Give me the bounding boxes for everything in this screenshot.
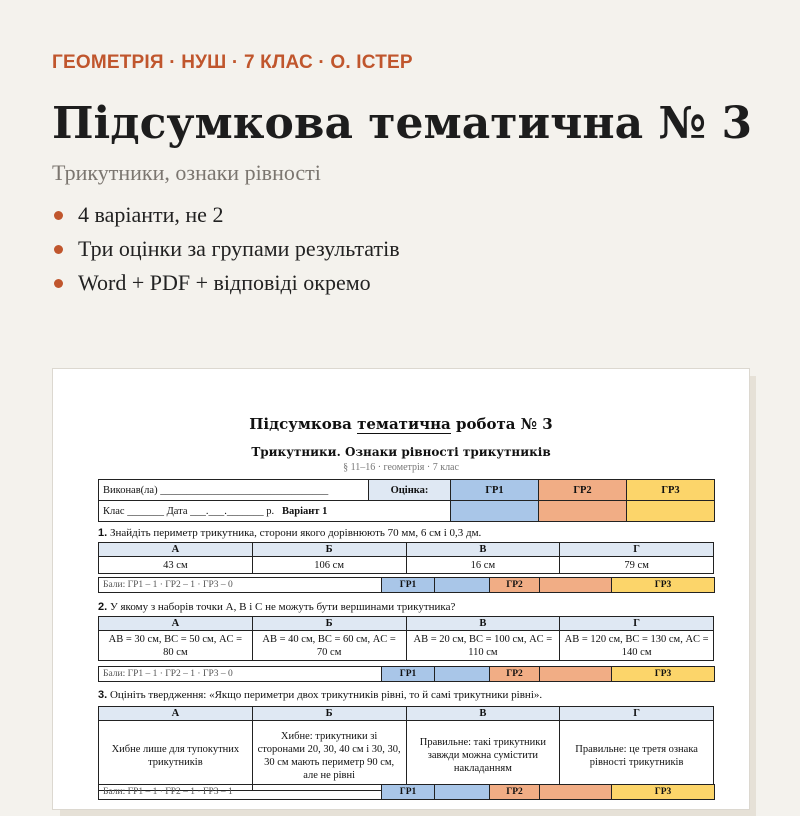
option-b: Б [252,543,406,557]
points-note: Бали: ГР1 – 1 · ГР2 – 1 · ГР3 – 0 [99,578,382,593]
gr1-badge: ГР1 [382,667,435,682]
option-d: Г [560,543,714,557]
gr1-score-cell[interactable] [451,501,539,522]
feature-item [52,200,400,234]
answer-cell[interactable]: AB = 30 см, BC = 50 см, AC = 80 см [99,631,253,661]
gr3-score-cell[interactable] [627,501,715,522]
gr2-score-cell[interactable] [540,578,612,593]
answer-cell[interactable]: 16 см [406,557,560,574]
answer-cell[interactable]: 106 см [252,557,406,574]
option-d: Г [560,617,714,631]
gr2-badge: ГР2 [490,785,540,800]
gr1-score-cell[interactable] [435,578,490,593]
option-a: А [99,617,253,631]
gr2-header: ГР2 [539,480,627,501]
page-subtitle: Трикутники, ознаки рівності [52,160,321,185]
question-2: 2. У якому з наборів точки A, B і C не можуть бути вершинами трикутника? [98,601,456,613]
doc-meta: § 11–16 · геометрія · 7 клас [343,462,459,473]
gr2-score-cell[interactable] [540,667,612,682]
answer-cell[interactable]: Правильне: це третя ознака рівності трикутників [560,721,714,791]
option-b: Б [252,707,406,721]
eyebrow: ГЕОМЕТРІЯ · НУШ · 7 КЛАС · О. ІСТЕР [52,52,413,73]
class-date-field[interactable]: Клас _______ Дата ___.___._______ р. Варіант 1 [99,501,451,522]
option-c: В [406,543,560,557]
bullet-dot-icon [54,211,63,220]
score-bar-3 [98,784,715,800]
question-1: 1. Знайдіть периметр трикутника, сторони якого дорівнюють 70 мм, 6 см і 0,3 дм. [98,527,482,539]
answer-cell[interactable]: AB = 40 см, BC = 60 см, AC = 70 см [252,631,406,661]
answer-cell[interactable]: Хибне лише для тупокутних трикутників [99,721,253,791]
gr1-header: ГР1 [451,480,539,501]
feature-item [52,234,400,268]
option-b: Б [252,617,406,631]
answer-cell[interactable]: Правильне: такі трикутники завжди можна сумістити накладанням [406,721,560,791]
question-3: 3. Оцініть твердження: «Якщо периметри двох трикутників рівні, то й самі трикутники рівні». [98,689,543,701]
answer-cell[interactable]: AB = 120 см, BC = 130 см, AC = 140 см [560,631,714,661]
option-c: В [406,617,560,631]
bullet-dot-icon [54,245,63,254]
answer-cell[interactable]: 79 см [560,557,714,574]
option-a: А [99,707,253,721]
page-title: Підсумкова тематична № 3 [52,98,753,149]
gr3-badge: ГР3 [612,578,715,593]
feature-list [52,200,400,302]
answer-table-2 [98,616,714,661]
document-preview [52,368,750,810]
feature-text: 4 варіанти, не 2 [78,202,224,227]
score-bar-2 [98,666,715,682]
gr2-badge: ГР2 [490,667,540,682]
name-field[interactable]: Виконав(ла) ________________________________ [99,480,369,501]
points-note: Бали: ГР1 – 1 · ГР2 – 1 · ГР3 – 1 [99,785,382,800]
feature-text: Три оцінки за групами результатів [78,236,400,261]
doc-title-underline: тематична [357,415,451,433]
variant-label: Варіант 1 [282,505,328,517]
gr2-score-cell[interactable] [539,501,627,522]
answer-cell[interactable]: 43 см [99,557,253,574]
gr3-badge: ГР3 [612,667,715,682]
feature-text: Word + PDF + відповіді окремо [78,270,371,295]
feature-item [52,268,400,302]
doc-subtitle: Трикутники. Ознаки рівності трикутників [251,445,551,459]
gr1-badge: ГР1 [382,785,435,800]
gr2-score-cell[interactable] [540,785,612,800]
score-bar-1 [98,577,715,593]
gr1-score-cell[interactable] [435,667,490,682]
gr1-badge: ГР1 [382,578,435,593]
student-info-table [98,479,715,522]
bullet-dot-icon [54,279,63,288]
gr3-header: ГР3 [627,480,715,501]
gr3-badge: ГР3 [612,785,715,800]
answer-table-3 [98,706,714,791]
option-c: В [406,707,560,721]
answer-cell[interactable]: AB = 20 см, BC = 100 см, AC = 110 см [406,631,560,661]
gr1-score-cell[interactable] [435,785,490,800]
answer-cell[interactable]: Хибне: трикутники зі сторонами 20, 30, 40 см і 30, 30, 30 см мають периметр 90 см, але не рівні [252,721,406,791]
answer-table-1 [98,542,714,574]
option-a: А [99,543,253,557]
points-note: Бали: ГР1 – 1 · ГР2 – 1 · ГР3 – 0 [99,667,382,682]
score-label: Оцінка: [369,480,451,501]
option-d: Г [560,707,714,721]
doc-title: Підсумкова тематична робота № 3 [249,415,553,433]
gr2-badge: ГР2 [490,578,540,593]
